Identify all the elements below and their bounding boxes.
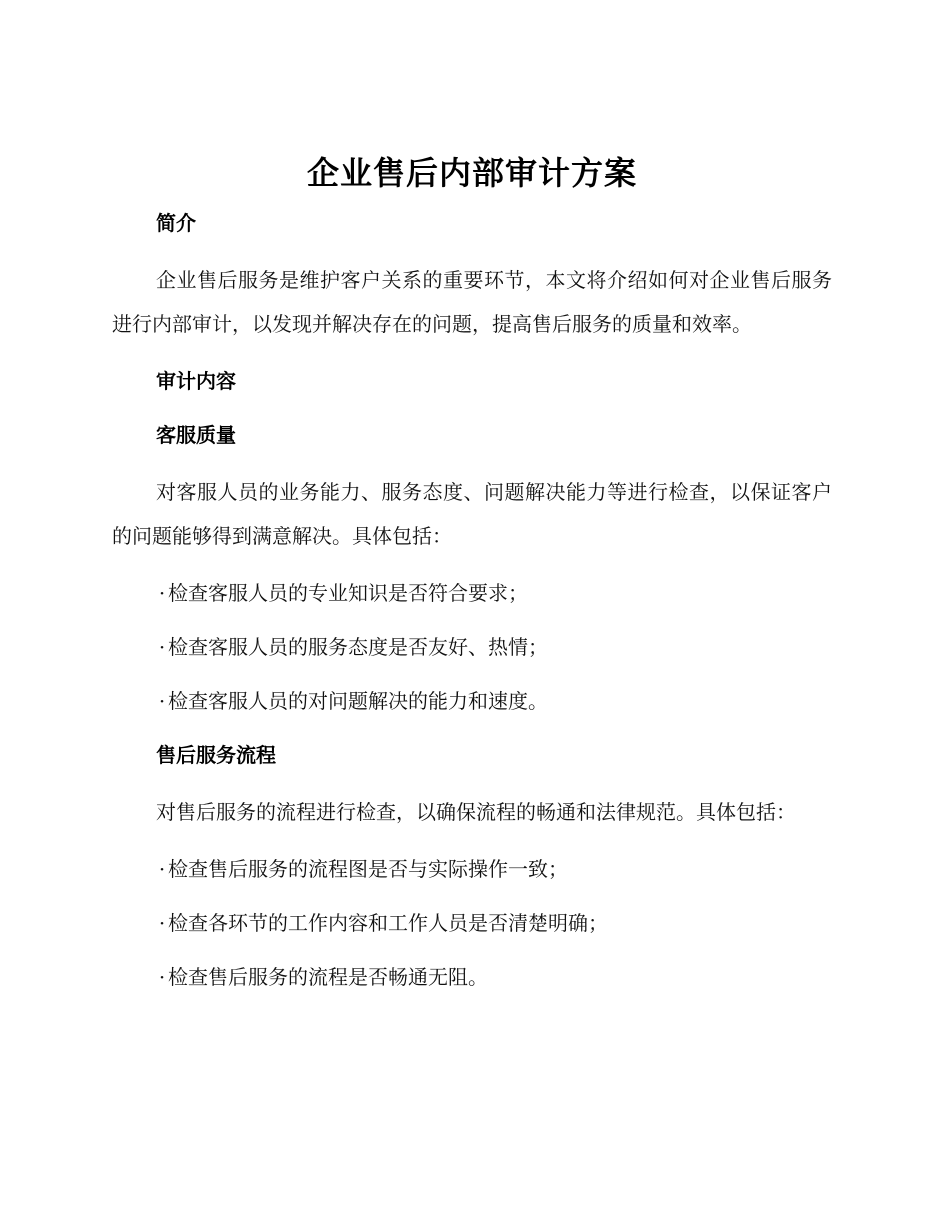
list-item [112,962,832,992]
list-item-text: 检查售后服务的流程是否畅通无阻。 [168,965,488,989]
heading-process: 售后服务流程 [156,743,276,767]
list-item-text: 检查客服人员的专业知识是否符合要求； [168,581,528,605]
list-item-text: 检查客服人员的对问题解决的能力和速度。 [168,689,548,713]
paragraph-customer-service: 对客服人员的业务能力、服务态度、问题解决能力等进行检查，以保证客户的问题能够得到满意解决。具体包括： [112,480,832,548]
document-title: 企业售后内部审计方案 [306,154,637,192]
paragraph-intro: 企业售后服务是维护客户关系的重要环节，本文将介绍如何对企业售后服务进行内部审计，以发现并解决存在的问题，提高售后服务的质量和效率。 [112,268,832,336]
bullet-icon: · [158,689,166,713]
bullet-icon: · [158,911,166,935]
bullet-icon: · [158,965,166,989]
heading-intro: 简介 [156,211,196,235]
bullet-icon: · [158,857,166,881]
heading-audit-content: 审计内容 [156,369,236,393]
list-item-text: 检查客服人员的服务态度是否友好、热情； [168,635,548,659]
list-item [112,686,832,716]
list-item [112,908,832,938]
list-item-text: 检查售后服务的流程图是否与实际操作一致； [168,857,568,881]
paragraph-process: 对售后服务的流程进行检查，以确保流程的畅通和法律规范。具体包括： [156,800,796,824]
bullet-icon: · [158,581,166,605]
list-item-text: 检查各环节的工作内容和工作人员是否清楚明确； [168,911,608,935]
list-item [112,854,832,884]
list-item [112,632,832,662]
heading-customer-service: 客服质量 [156,423,236,447]
bullet-icon: · [158,635,166,659]
document-content [112,150,832,992]
list-item [112,578,832,608]
